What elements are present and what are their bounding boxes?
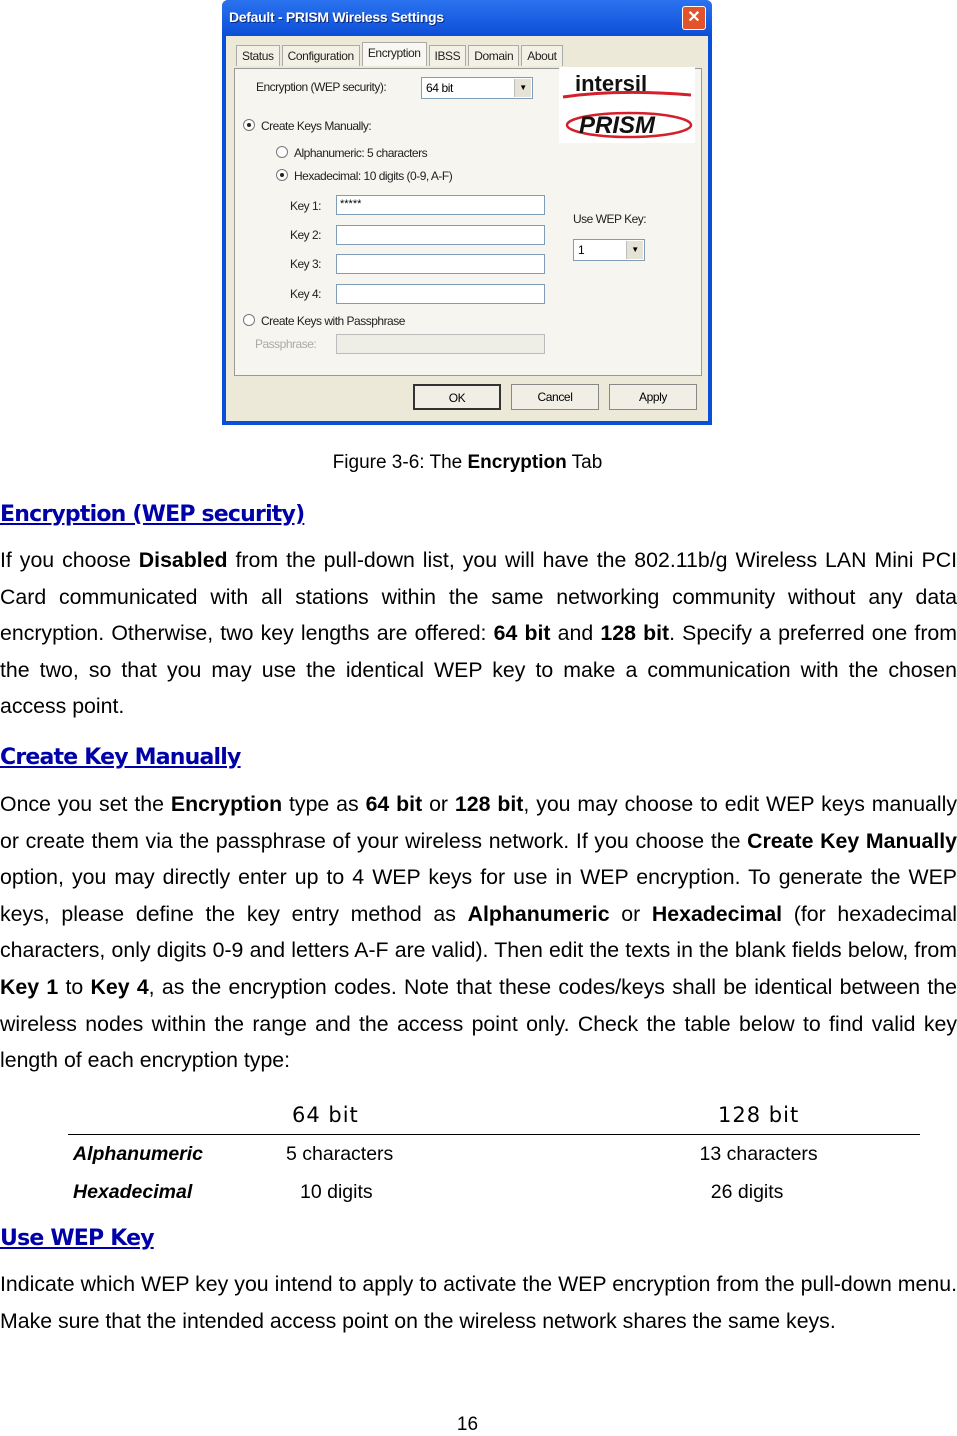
passphrase-label: Passphrase:: [255, 337, 317, 351]
key1-input[interactable]: *****: [336, 195, 545, 215]
heading-encryption-wep: Encryption (WEP security): [0, 502, 305, 527]
text-run: Once you set the: [0, 792, 171, 816]
table-row: [68, 1173, 920, 1211]
bold-term: Encryption: [170, 792, 283, 816]
dialog-title: Default - PRISM Wireless Settings: [229, 9, 444, 25]
table-row: [68, 1135, 920, 1174]
bold-term: 128 bit: [454, 792, 524, 816]
text-run: Indicate which WEP key you intend to apply to activate the WEP encryption from the pull-down menu. Make sure that the intended access point on the wireless network shares the same keys.: [0, 1272, 957, 1333]
alphanumeric-radio[interactable]: [276, 146, 427, 160]
bold-term: Hexadecimal: [651, 901, 783, 926]
text-run: type as: [282, 792, 366, 816]
table-cell: Alphanumeric: [73, 1142, 204, 1165]
create-keys-manually-label: Create Keys Manually:: [261, 119, 372, 133]
bold-term: Create Key Manually: [747, 828, 957, 853]
create-keys-manually-radio[interactable]: [243, 119, 371, 133]
encryption-select[interactable]: [421, 77, 533, 99]
heading-create-key-manually: Create Key Manually: [0, 745, 241, 770]
table-cell: 10 digits: [300, 1180, 373, 1203]
table-cell: 13 characters: [699, 1142, 818, 1165]
alphanumeric-label: Alphanumeric: 5 characters: [294, 146, 428, 160]
use-wep-key-value: 1: [578, 243, 585, 257]
table-cell: Hexadecimal: [73, 1180, 193, 1203]
svg-text:PRISM: PRISM: [579, 112, 656, 139]
intersil-prism-logo: [559, 67, 695, 143]
table-header: 64 bit: [274, 1096, 597, 1135]
text-run: , you may choose to edit WEP keys manually or create them via the passphrase of your wireless network. If you choose the: [0, 792, 957, 853]
create-keys-passphrase-label: Create Keys with Passphrase: [261, 314, 405, 328]
bold-term: 64 bit: [365, 792, 423, 816]
radio-selected-icon: [243, 119, 255, 131]
key-length-table: [68, 1096, 920, 1211]
key4-input[interactable]: [336, 284, 545, 304]
radio-unselected-icon: [276, 146, 288, 158]
hexadecimal-label: Hexadecimal: 10 digits (0-9, A-F): [294, 169, 453, 183]
caption-suffix: Tab: [566, 452, 603, 473]
paragraph-create-key: [0, 786, 957, 1079]
tab-strip: [236, 45, 565, 66]
radio-unselected-icon: [243, 314, 255, 326]
chevron-down-icon: ▼: [514, 79, 531, 97]
text-run: from the pull-down list, you will have the 802.11b/g Wireless LAN Mini PCI Card communicated with all stations within the same networking community without any data encryption. Otherwise, two key lengths are offered:: [0, 548, 957, 646]
tab-ibss[interactable]: IBSS: [429, 45, 467, 66]
table-cell: 26 digits: [710, 1180, 784, 1203]
key1-label: Key 1:: [290, 199, 322, 213]
paragraph-encryption: [0, 542, 957, 725]
table-header: [68, 1096, 274, 1135]
bold-term: Disabled: [138, 548, 228, 572]
table-header-row: [68, 1096, 920, 1135]
table-header: 128 bit: [597, 1096, 920, 1135]
text-run: , as the encryption codes. Note that these codes/keys shall be identical between the wireless nodes within the range and the access point only. Check the table below to find valid key length of each encryption type:: [0, 974, 957, 1073]
bold-term: Key 4: [90, 974, 149, 999]
bold-term: Alphanumeric: [467, 901, 610, 926]
figure-caption: [0, 452, 935, 474]
text-run: or: [422, 792, 455, 816]
text-run: to: [58, 974, 91, 999]
table-cell: 5 characters: [286, 1142, 394, 1165]
text-run: (for hexadecimal characters, only digits 0-9 and letters A-F are valid). Then edit the texts in the blank fields below, from: [0, 901, 957, 963]
key3-input[interactable]: [336, 254, 545, 274]
key4-label: Key 4:: [290, 287, 322, 301]
create-keys-passphrase-radio[interactable]: [243, 314, 405, 328]
passphrase-input[interactable]: [336, 334, 545, 354]
close-button[interactable]: [682, 6, 706, 30]
radio-selected-icon: [276, 169, 288, 181]
chevron-down-icon: ▼: [626, 241, 643, 259]
close-icon: ✕: [687, 9, 701, 26]
use-wep-key-select[interactable]: [573, 239, 645, 261]
caption-prefix: Figure 3-6: The: [332, 452, 468, 473]
bold-term: 128 bit: [600, 621, 670, 646]
key3-label: Key 3:: [290, 257, 322, 271]
bold-term: 64 bit: [493, 621, 551, 646]
bold-term: Key 1: [0, 974, 59, 999]
key2-label: Key 2:: [290, 228, 322, 242]
encryption-label: Encryption (WEP security):: [256, 80, 387, 94]
heading-use-wep-key: Use WEP Key: [0, 1226, 154, 1251]
page-number: 16: [456, 1414, 479, 1435]
text-run: . Specify a preferred one from the two, so that you may use the identical WEP key to make a communication with the chosen access point.: [0, 621, 957, 719]
use-wep-key-label: Use WEP Key:: [573, 212, 647, 226]
text-run: If you choose: [0, 548, 139, 572]
ok-button[interactable]: OK: [413, 384, 501, 410]
tab-about[interactable]: About: [521, 45, 562, 66]
cancel-button[interactable]: Cancel: [511, 384, 599, 410]
caption-bold: Encryption: [467, 452, 567, 473]
text-run: or: [609, 901, 652, 926]
tab-status[interactable]: Status: [236, 45, 280, 66]
paragraph-use-wep-key: [0, 1266, 957, 1339]
hexadecimal-radio[interactable]: [276, 169, 452, 183]
text-run: and: [550, 621, 601, 646]
title-bar[interactable]: [222, 0, 712, 36]
text-run: option, you may directly enter up to 4 WEP keys for use in WEP encryption. To generate the WEP keys, please define the key entry method as: [0, 865, 957, 926]
svg-text:intersil: intersil: [575, 71, 648, 96]
key2-input[interactable]: [336, 225, 545, 245]
tab-configuration[interactable]: Configuration: [282, 45, 360, 66]
encryption-panel: [234, 68, 702, 376]
dialog-body: [226, 36, 708, 421]
tab-domain[interactable]: Domain: [468, 45, 519, 66]
encryption-value: 64 bit: [426, 81, 453, 95]
wireless-settings-dialog: [222, 0, 712, 425]
apply-button[interactable]: Apply: [609, 384, 697, 410]
tab-encryption[interactable]: Encryption: [362, 42, 427, 66]
